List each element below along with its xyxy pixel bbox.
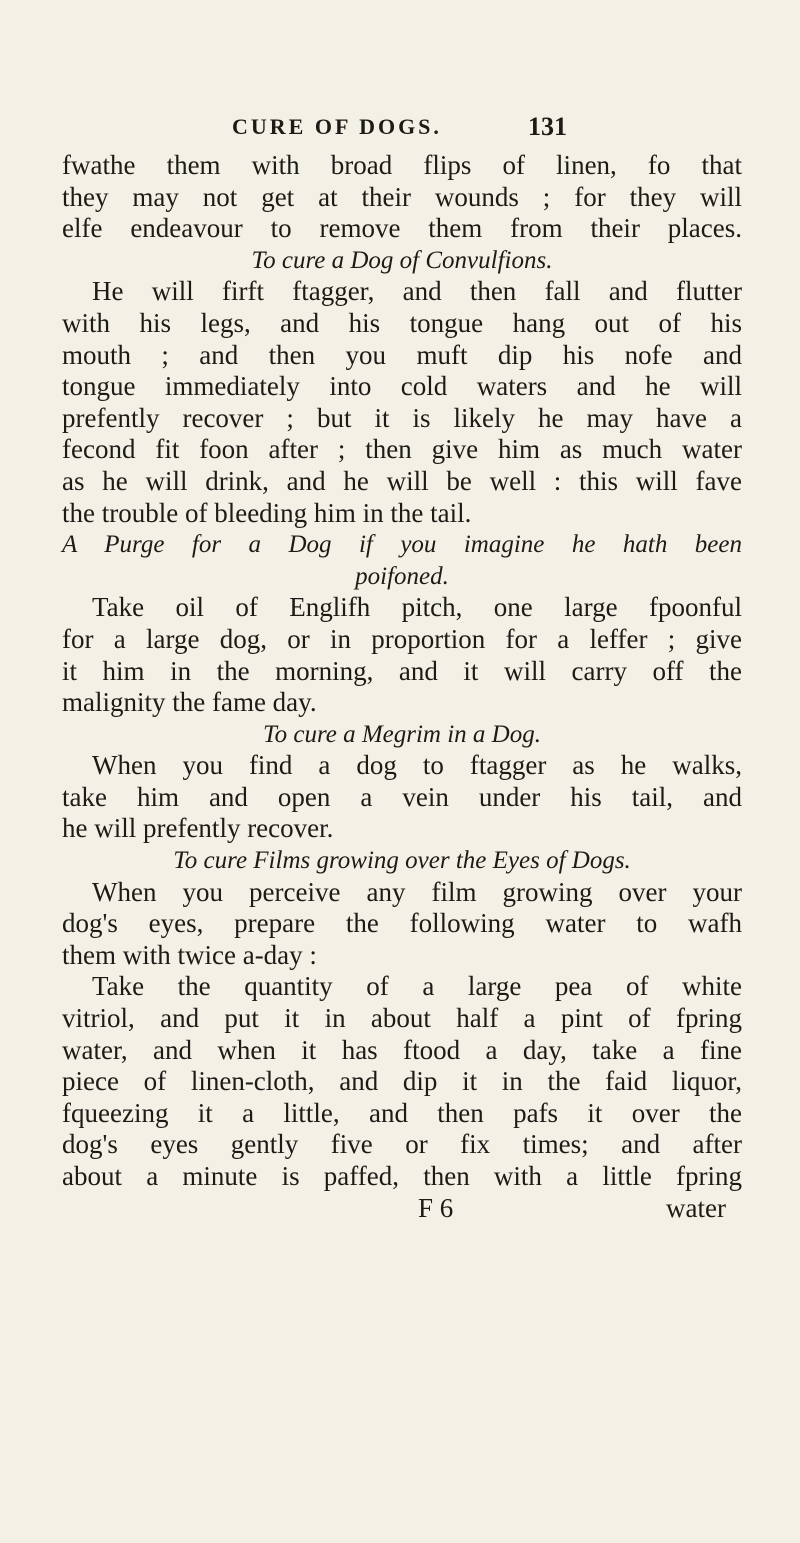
page-header [0,112,800,152]
text-line: When you perceive any film growing over your [92,876,742,907]
text-line: tongue immediately into cold waters and he will [62,371,742,402]
text-line: mouth ; and then you muft dip his nofe and [62,339,742,370]
body-text [62,150,742,1224]
signature-mark: F 6 [418,1192,454,1223]
text-line: malignity the fame day. [62,687,317,718]
text-line: piece of linen-cloth, and dip it in the faid liquor, [62,1066,742,1097]
text-line: the trouble of bleeding him in the tail. [62,497,472,528]
catchword: water [666,1192,726,1223]
text-line: prefently recover ; but it is likely he may have a [62,402,742,433]
section-heading-purge: A Purge for a Dog if you imagine he hath been [62,531,742,559]
footer-line [62,1193,742,1225]
section-heading-films: To cure Films growing over the Eyes of Dogs. [173,847,631,875]
section-heading-purge-cont: poifoned. [355,562,449,590]
text-line: with his legs, and his tongue hang out of his [62,307,742,338]
text-line: fwathe them with broad flips of linen, fo that [62,150,742,180]
text-line: When you find a dog to ftagger as he walks, [92,750,742,781]
text-line: dog's eyes gently five or fix times; and after [62,1129,742,1160]
text-line: vitriol, and put it in about half a pint of fpring [62,1003,742,1034]
section-heading-megrim: To cure a Megrim in a Dog. [262,720,541,748]
text-line: Take oil of Englifh pitch, one large fpoonful [92,592,742,623]
text-line: it him in the morning, and it will carry off the [62,655,742,686]
text-line: for a large dog, or in proportion for a leffer ; give [62,623,742,654]
text-line: take him and open a vein under his tail, and [62,781,742,812]
text-line: fqueezing it a little, and then pafs it over the [62,1097,742,1128]
text-line: Take the quantity of a large pea of white [92,971,742,1002]
text-line: as he will drink, and he will be well : this will fave [62,465,742,496]
text-line: water, and when it has ftood a day, take a fine [62,1034,742,1065]
text-line: He will firft ftagger, and then fall and flutter [92,276,742,307]
text-line: them with twice a-day : [62,939,317,970]
page-number: 131 [528,112,567,141]
running-head: CURE OF DOGS. [232,114,442,139]
text-line: about a minute is paffed, then with a little fpring [62,1161,742,1191]
text-line: elfe endeavour to remove them from their places. [62,213,742,244]
text-line: fecond fit foon after ; then give him as much water [62,434,742,465]
section-heading-convulsions: To cure a Dog of Convulfions. [251,246,553,274]
text-line: dog's eyes, prepare the following water to wafh [62,908,742,939]
text-line: they may not get at their wounds ; for they will [62,181,742,212]
text-line: he will prefently recover. [62,813,334,844]
